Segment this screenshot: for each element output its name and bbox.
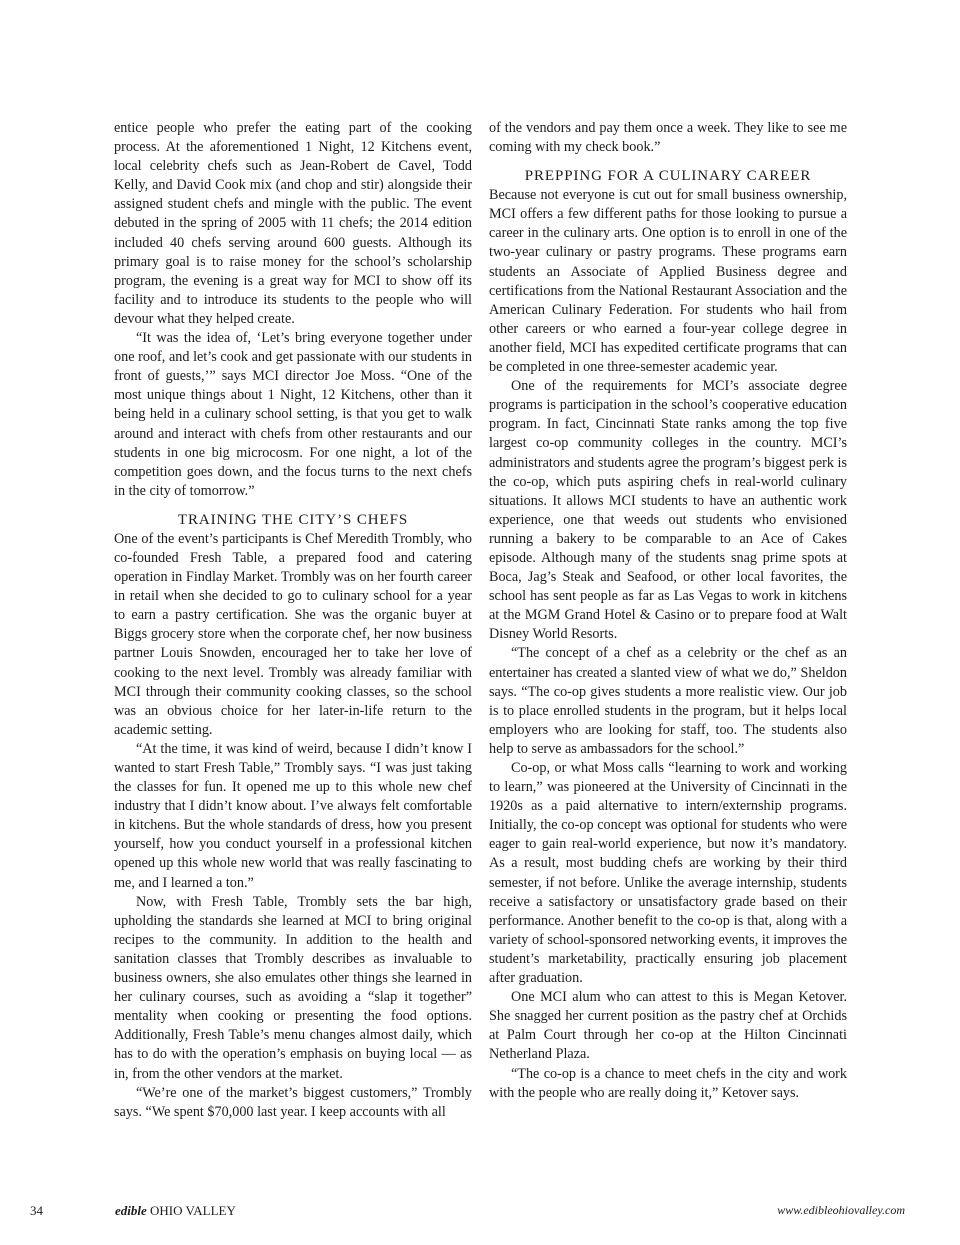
- article-column-right: [489, 119, 847, 1103]
- body-paragraph: Because not everyone is cut out for small business ownership, MCI offers a few different paths for those looking to pursue a career in the culinary arts. One option is to enroll in one of the two-year culinary or pastry programs. These programs earn students an Associate of Applied Business degree and certifications from the National Restaurant Association and the American Culinary Federation. For students who hail from other careers or who earned a four-year college degree in another field, MCI has expedited certificate programs that can be completed in one three-semester academic year.: [489, 187, 847, 376]
- magazine-url: www.edibleohiovalley.com: [777, 1203, 905, 1217]
- magazine-title: [115, 1203, 236, 1219]
- magazine-region: OHIO VALLEY: [150, 1203, 236, 1218]
- body-paragraph: One of the event’s participants is Chef Meredith Trombly, who co-founded Fresh Table, a prepared food and catering operation in Findlay Market. Trombly was on her fourth career in retail when she decided to go to culinary school for a year to earn a pastry certification. She was the organic buyer at Biggs grocery store when the corporate chef, her now business partner Louis Snowden, encouraged her to take her love of cooking to the next level. Trombly was already familiar with MCI through their community cooking classes, so the school was an obvious choice for her later-in-life return to the academic setting.: [114, 530, 472, 738]
- body-paragraph: One MCI alum who can attest to this is Megan Ketover. She snagged her current position as the pastry chef at Orchids at Palm Court through her co-op at the Hilton Cincinnati Netherland Plaza.: [489, 989, 847, 1063]
- body-paragraph: Now, with Fresh Table, Trombly sets the bar high, upholding the standards she learned at MCI to bring original recipes to the community. In addition to the health and sanitation classes that Trombly describes as invaluable to business owners, she also emulates other things she learned in her culinary courses, such as avoiding a “slap it together” mentality when cooking or presenting the food options. Additionally, Fresh Table’s menu changes almost daily, which has to do with the operation’s emphasis on buying local — as in, from the other vendors at the market.: [114, 893, 472, 1082]
- section-heading: TRAINING THE CITY’S CHEFS: [177, 511, 409, 528]
- magazine-brand: edible: [115, 1203, 147, 1218]
- body-paragraph: Co-op, or what Moss calls “learning to work and working to learn,” was pioneered at the University of Cincinnati in the 1920s as a paid alternative to intern/externship programs. Initially, the co-op concept was optional for students who were eager to gain real-world experience, but now it’s mandatory. As a result, most budding chefs are working by their third semester, if not before. Unlike the average internship, students receive a satisfactory or unsatisfactory grade based on their performance. Another benefit to the co-op is that, along with a variety of school-sponsored networking events, it improves the student’s marketability, practically ensuring job placement after graduation.: [489, 760, 847, 987]
- body-paragraph: “We’re one of the market’s biggest customers,” Trombly says. “We spent $70,000 last year. I keep accounts with all: [114, 1084, 472, 1120]
- article-column-left: [114, 119, 472, 1122]
- body-paragraph: “At the time, it was kind of weird, because I didn’t know I wanted to start Fresh Table,” Trombly says. “I was just taking the classes for fun. It opened me up to this whole new chef industry that I didn’t know about. I’ve always felt comfortable in kitchens. But the whole standards of dress, how you present yourself, how you conduct yourself in a professional kitchen opened up this whole new world that was really fascinating to me, and I learned a ton.”: [114, 740, 472, 891]
- body-paragraph: “It was the idea of, ‘Let’s bring everyone together under one roof, and let’s cook and get passionate with our students in front of guests,’” says MCI director Joe Moss. “One of the most unique things about 1 Night, 12 Kitchens, other than it being held in a culinary school setting, is that you get to walk around and interact with chefs from other restaurants and our students in one big microcosm. For one night, a lot of the competition goes down, and the focus turns to the next chefs in the city of tomorrow.”: [114, 330, 472, 499]
- section-heading: PREPPING FOR A CULINARY CAREER: [524, 168, 812, 185]
- body-paragraph: “The co-op is a chance to meet chefs in the city and work with the people who are really doing it,” Ketover says.: [489, 1065, 847, 1101]
- body-paragraph: of the vendors and pay them once a week. They like to see me coming with my check book.”: [489, 120, 847, 156]
- body-paragraph: “The concept of a chef as a celebrity or the chef as an entertainer has created a slanted view of what we do,” Sheldon says. “The co-op gives students a more realistic view. Our job is to place enrolled students in the program, but it helps local employers who are looking for staff, too. The students also help to serve as ambassadors for the school.”: [489, 645, 847, 757]
- page-footer: [30, 1203, 905, 1223]
- body-paragraph: entice people who prefer the eating part of the cooking process. At the aforementioned 1 Night, 12 Kitchens event, local celebrity chefs such as Jean-Robert de Cavel, Todd Kelly, and David Cook mix (and chop and stir) alongside their assigned student chefs and mingle with the public. The event debuted in the spring of 2005 with 11 chefs; the 2014 edition included 40 chefs serving around 600 guests. Although its primary goal is to raise money for the school’s scholarship program, the evening is a great way for MCI to show off its facility and to introduce its students to the people who will devour what they helped create.: [114, 120, 472, 327]
- body-paragraph: One of the requirements for MCI’s associate degree programs is participation in the school’s cooperative education program. In fact, Cincinnati State ranks among the top five largest co-op community colleges in the country. MCI’s administrators and students agree the program’s biggest perk is the co-op, which puts aspiring chefs in real-world culinary situations. It allows MCI students to have an authentic work experience, one that weeds out students who envisioned running a bakery to be comparable to an Ace of Cakes episode. Although many of the students snag prime spots at Boca, Jag’s Steak and Seafood, or other local favorites, the school has sent people as far as Las Vegas to work in kitchens at the MGM Grand Hotel & Casino or to prepare food at Walt Disney World Resorts.: [489, 378, 847, 643]
- page-number: 34: [30, 1203, 43, 1218]
